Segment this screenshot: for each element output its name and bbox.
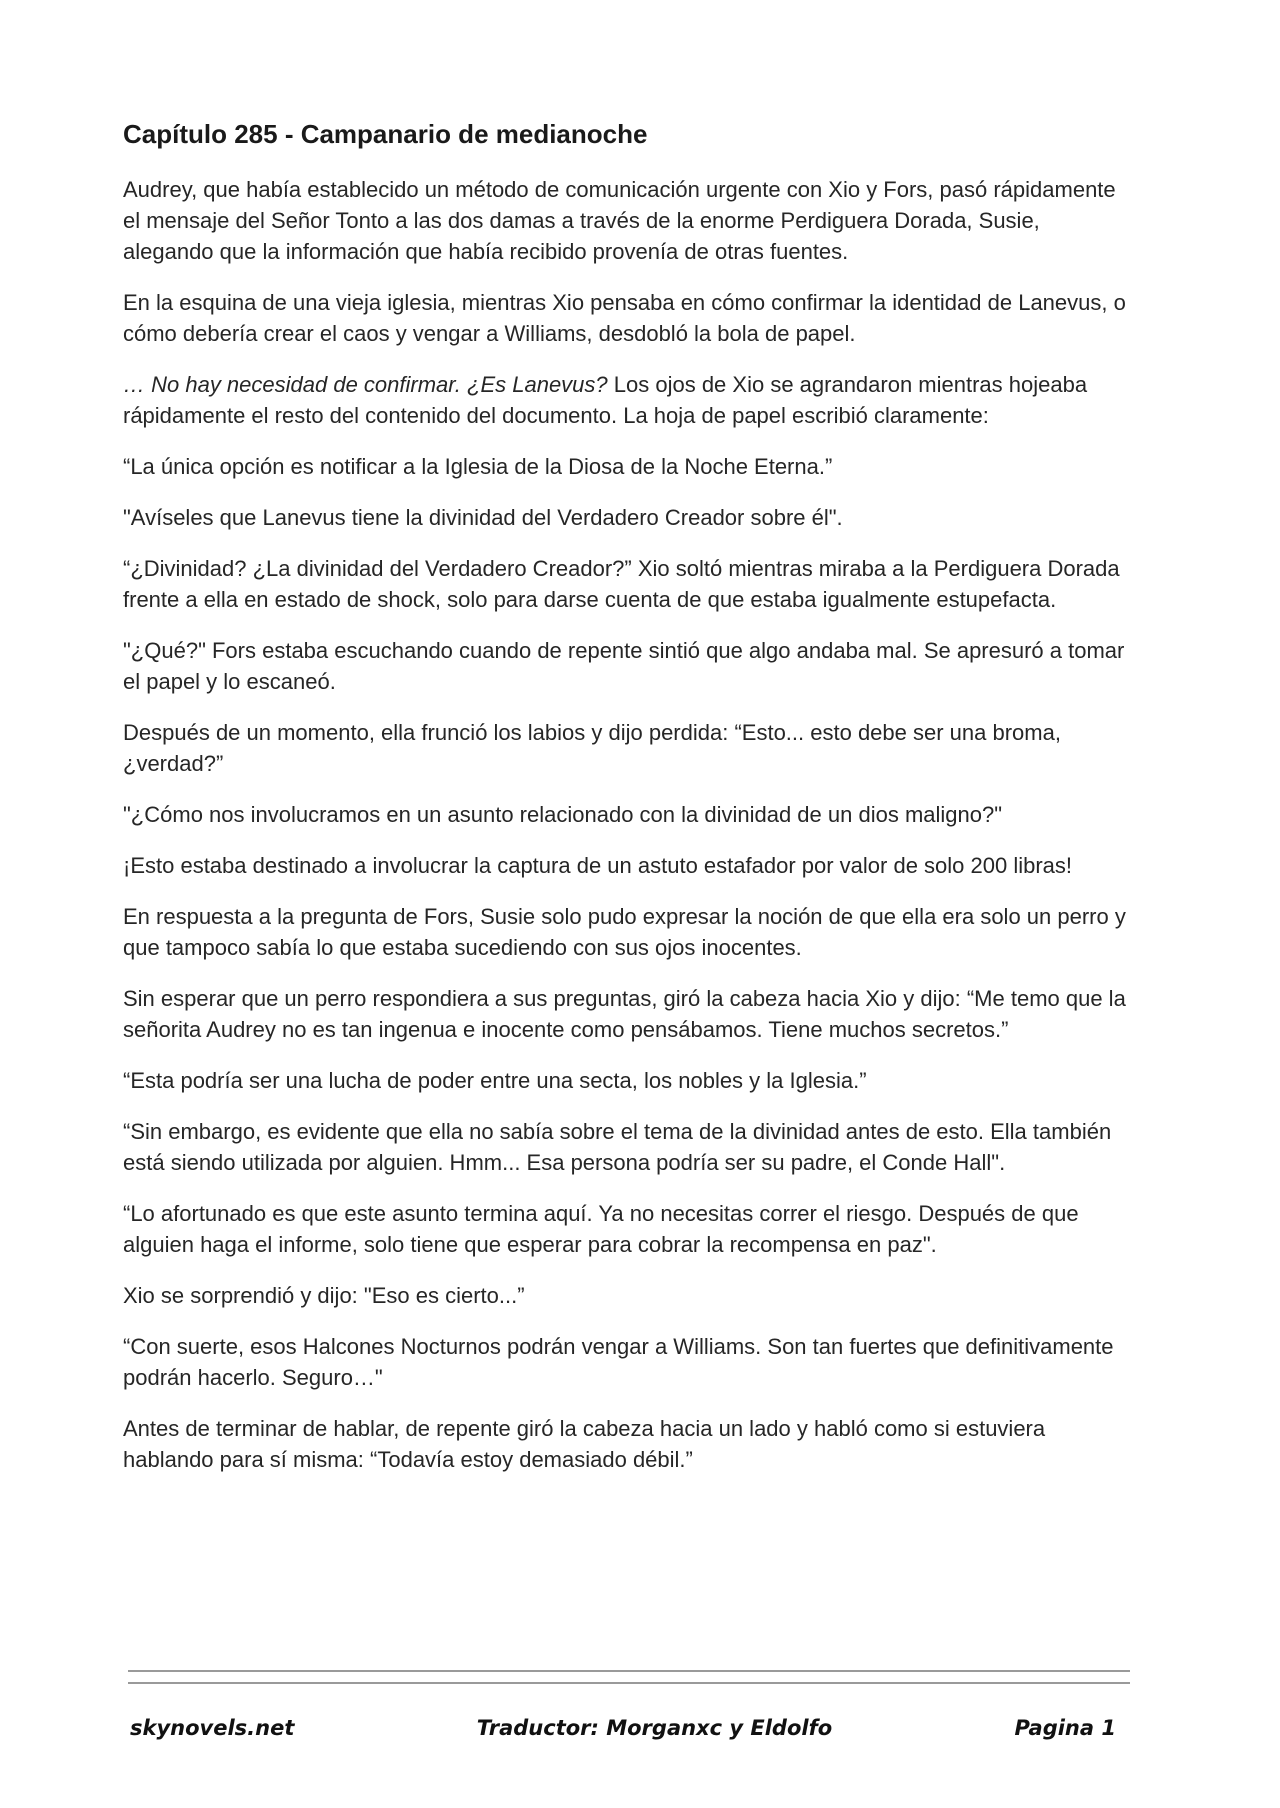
paragraph: Antes de terminar de hablar, de repente giró la cabeza hacia un lado y habló como si estuviera hablando para sí misma: “Todavía estoy demasiado débil.” bbox=[123, 1415, 1046, 1472]
footer-site: skynovels.net bbox=[130, 1716, 295, 1740]
paragraph-text: Los ojos de Xio se agrandaron mientras hojeaba rápidamente el resto del contenido del documento. La hoja de papel escribió claramente: bbox=[123, 371, 1088, 428]
paragraph: “Con suerte, esos Halcones Nocturnos podrán vengar a Williams. Son tan fuertes que definitivamente podrán hacerlo. Seguro…" bbox=[123, 1333, 1114, 1390]
paragraph bbox=[123, 369, 1133, 431]
footer-page-number: Pagina 1 bbox=[1014, 1716, 1116, 1740]
paragraph: En la esquina de una vieja iglesia, mientras Xio pensaba en cómo confirmar la identidad de Lanevus, o cómo debería crear el caos y vengar a Williams, desdobló la bola de papel. bbox=[123, 289, 1126, 346]
document-body bbox=[123, 118, 1133, 1495]
chapter-title: Capítulo 285 - Campanario de medianoche bbox=[123, 119, 648, 149]
paragraph: Audrey, que había establecido un método de comunicación urgente con Xio y Fors, pasó rápidamente el mensaje del Señor Tonto a las dos damas a través de la enorme Perdiguera Dorada, Susie, alegando que la información que había recibido provenía de otras fuentes. bbox=[123, 176, 1116, 264]
paragraph: ¡Esto estaba destinado a involucrar la captura de un astuto estafador por valor de solo 200 libras! bbox=[123, 852, 1073, 878]
footer-row bbox=[128, 1716, 1130, 1740]
paragraph: En respuesta a la pregunta de Fors, Susie solo pudo expresar la noción de que ella era solo un perro y que tampoco sabía lo que estaba sucediendo con sus ojos inocentes. bbox=[123, 903, 1126, 960]
footer-divider bbox=[128, 1682, 1130, 1684]
paragraph: “Esta podría ser una lucha de poder entre una secta, los nobles y la Iglesia.” bbox=[123, 1067, 867, 1093]
paragraph: "¿Qué?" Fors estaba escuchando cuando de repente sintió que algo andaba mal. Se apresuró a tomar el papel y lo escaneó. bbox=[123, 637, 1125, 694]
paragraph: Sin esperar que un perro respondiera a sus preguntas, giró la cabeza hacia Xio y dijo: “Me temo que la señorita Audrey no es tan ingenua e inocente como pensábamos. Tiene muchos secretos.” bbox=[123, 985, 1126, 1042]
paragraph: Xio se sorprendió y dijo: "Eso es cierto...” bbox=[123, 1282, 525, 1308]
paragraph-italic-lead: … No hay necesidad de confirmar. ¿Es Lanevus? bbox=[123, 371, 608, 397]
page-footer bbox=[128, 1670, 1130, 1740]
paragraph: "¿Cómo nos involucramos en un asunto relacionado con la divinidad de un dios maligno?" bbox=[123, 801, 1003, 827]
paragraph: Después de un momento, ella frunció los labios y dijo perdida: “Esto... esto debe ser una broma, ¿verdad?” bbox=[123, 719, 1061, 776]
footer-divider bbox=[128, 1670, 1130, 1672]
paragraph: "Avíseles que Lanevus tiene la divinidad del Verdadero Creador sobre él". bbox=[123, 504, 843, 530]
footer-translator: Traductor: Morganxc y Eldolfo bbox=[476, 1716, 833, 1740]
paragraph: “La única opción es notificar a la Iglesia de la Diosa de la Noche Eterna.” bbox=[123, 453, 833, 479]
paragraph: “Lo afortunado es que este asunto termina aquí. Ya no necesitas correr el riesgo. Después de que alguien haga el informe, solo tiene que esperar para cobrar la recompensa en paz". bbox=[123, 1200, 1079, 1257]
paragraph: “¿Divinidad? ¿La divinidad del Verdadero Creador?” Xio soltó mientras miraba a la Perdiguera Dorada frente a ella en estado de shock, solo para darse cuenta de que estaba igualmente estupefacta. bbox=[123, 555, 1120, 612]
paragraph: “Sin embargo, es evidente que ella no sabía sobre el tema de la divinidad antes de esto. Ella también está siendo utilizada por alguien. Hmm... Esa persona podría ser su padre, el Conde Hall". bbox=[123, 1118, 1112, 1175]
